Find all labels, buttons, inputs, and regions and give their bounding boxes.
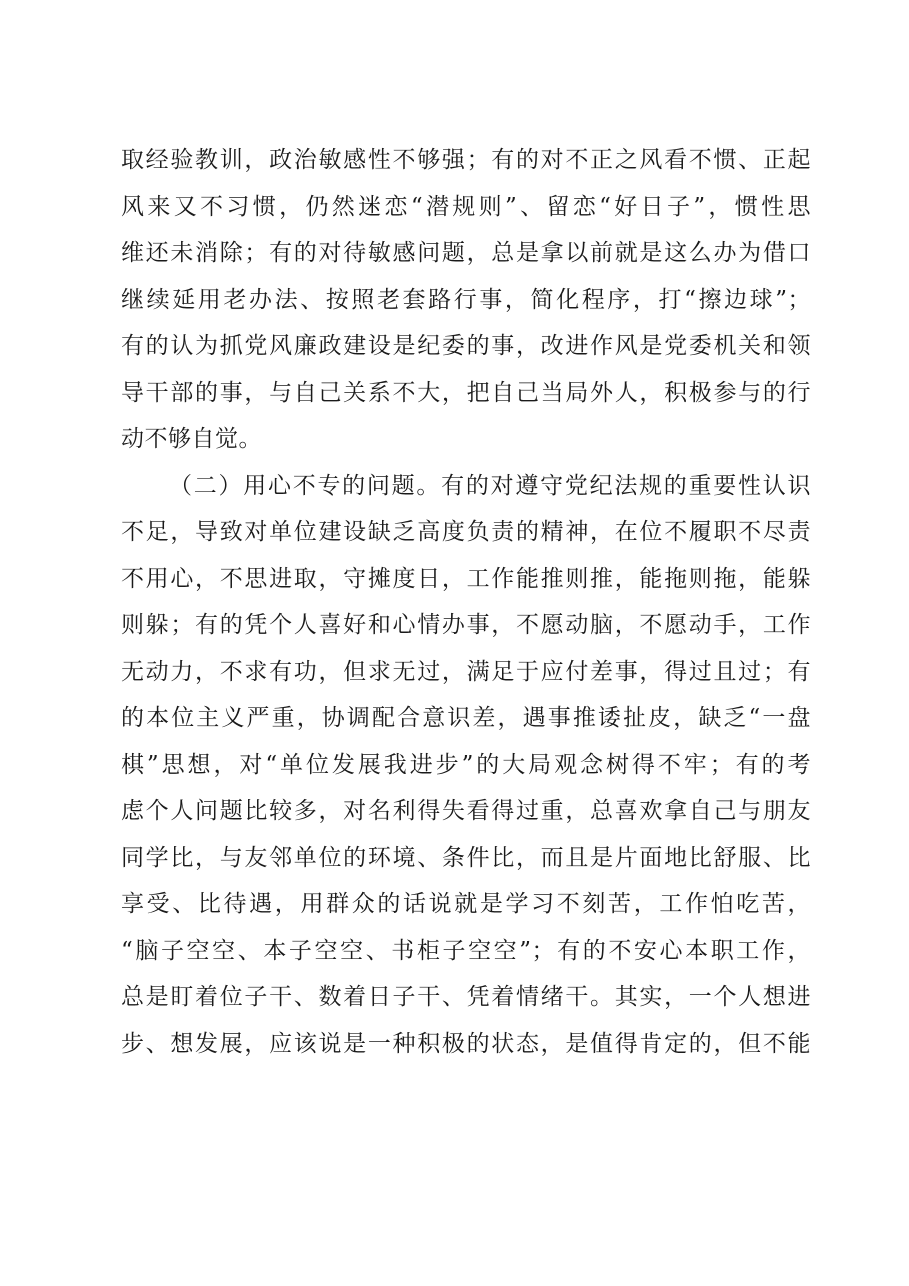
text-line-15: 虑个人问题比较多，对名利得失看得过重，总喜欢拿自己与朋友 [121, 798, 811, 824]
text-line-14: 棋”思想，对“单位发展我进步”的大局观念树得不牢；有的考 [121, 751, 811, 778]
text-line-9: 不足，导致对单位建设缺乏高度负责的精神，在位不履职不尽责 [121, 519, 811, 545]
text-line-10: 不用心，不思进取，守摊度日，工作能推则推，能拖则拖，能躲 [121, 565, 811, 592]
text-line-20: 步、想发展，应该说是一种积极的状态，是值得肯定的，但不能 [121, 1030, 811, 1057]
text-line-19: 总是盯着位子干、数着日子干、凭着情绪干。其实，一个人想进 [121, 984, 811, 1010]
text-line-13: 的本位主义严重，协调配合意识差，遇事推诿扯皮，缺乏“一盘 [121, 705, 811, 731]
text-line-6: 导干部的事，与自己关系不大，把自己当局外人，积极参与的行 [121, 379, 811, 406]
text-line-16: 同学比，与友邻单位的环境、条件比，而且是片面地比舒服、比 [121, 844, 811, 871]
text-line-4: 继续延用老办法、按照老套路行事，简化程序，打“擦边球”； [121, 286, 811, 313]
body-text [121, 137, 811, 1067]
section-heading-line: （二）用心不专的问题。有的对遵守党纪法规的重要性认识 [169, 472, 811, 499]
text-line-5: 有的认为抓党风廉政建设是纪委的事，改进作风是党委机关和领 [121, 333, 811, 359]
text-line-17: 享受、比待遇，用群众的话说就是学习不刻苦，工作怕吃苦， [121, 891, 811, 917]
text-line-12: 无动力，不求有功，但求无过，满足于应付差事，得过且过；有 [121, 658, 811, 685]
text-line-18: “脑子空空、本子空空、书柜子空空”；有的不安心本职工作， [121, 937, 811, 964]
text-line-3: 维还未消除；有的对待敏感问题，总是拿以前就是这么办为借口 [121, 240, 811, 266]
text-line-1: 取经验教训，政治敏感性不够强；有的对不正之风看不惯、正起 [121, 147, 811, 173]
text-line-11: 则躲；有的凭个人喜好和心情办事，不愿动脑，不愿动手，工作 [121, 612, 811, 638]
text-line-2: 风来又不习惯，仍然迷恋“潜规则”、留恋“好日子”，惯性思 [121, 193, 811, 220]
text-line-7: 动不够自觉。 [121, 426, 262, 452]
